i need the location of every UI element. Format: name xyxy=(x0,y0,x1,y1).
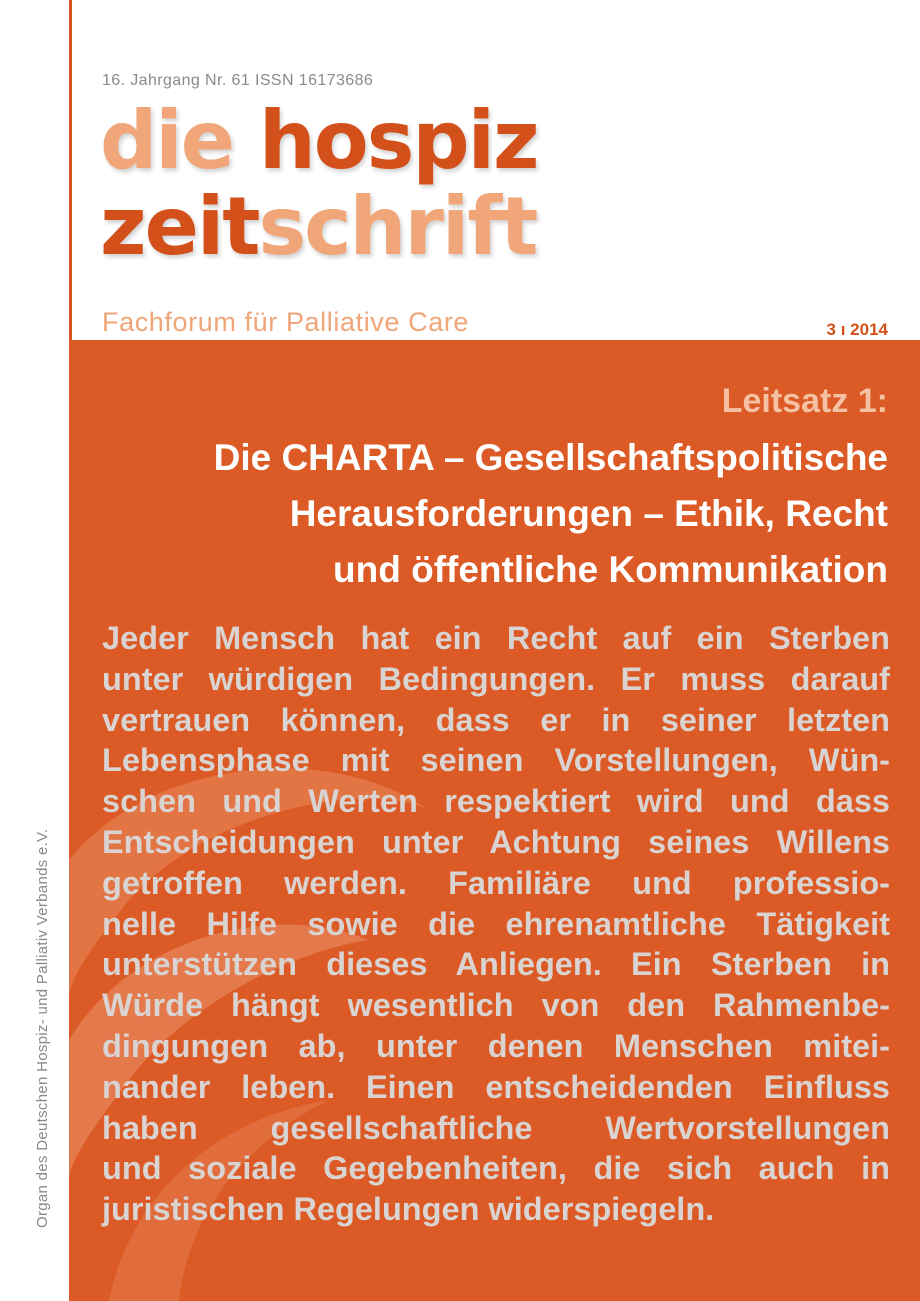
article-kicker: Leitsatz 1: xyxy=(721,382,888,420)
body-line: unter würdigen Bedingungen. Er muss darauf xyxy=(102,660,890,697)
logo-line-2 xyxy=(100,180,538,273)
logo-word-die: die xyxy=(100,94,233,187)
body-line: Würde hängt wesentlich von den Rahmenbe- xyxy=(102,987,890,1024)
body-line: haben gesellschaftliche Wertvorstellungen xyxy=(102,1109,890,1146)
headline-line: und öffentliche Kommunikation xyxy=(333,549,888,590)
issue-number: 3 ı 2014 xyxy=(826,320,888,339)
headline-line: Herausforderungen – Ethik, Recht xyxy=(289,493,888,534)
body-line: Jeder Mensch hat ein Recht auf ein Sterben xyxy=(102,620,890,656)
headline-line: Die CHARTA – Gesellschaftspolitische xyxy=(213,437,888,478)
logo-word-hospiz: hospiz xyxy=(258,94,538,187)
body-line: und soziale Gegebenheiten, die sich auch in xyxy=(102,1150,890,1187)
logo-line-1 xyxy=(100,94,538,187)
body-line: Entscheidungen unter Achtung seines Willens xyxy=(102,823,890,860)
body-line: unterstützen dieses Anliegen. Ein Sterben in xyxy=(102,946,890,983)
body-line: Lebensphase mit seinen Vorstellungen, Wün- xyxy=(102,742,890,779)
body-line: nelle Hilfe sowie die ehrenamtliche Tätigkeit xyxy=(102,905,890,942)
magazine-subtitle: Fachforum für Palliative Care xyxy=(102,307,470,337)
issue-info: 16. Jahrgang Nr. 61 ISSN 16173686 xyxy=(102,72,374,89)
accent-vertical-line xyxy=(69,0,72,340)
body-line: dingungen ab, unter denen Menschen mitei- xyxy=(102,1027,890,1064)
body-line: getroffen werden. Familiäre und professio- xyxy=(102,864,890,901)
article-headline xyxy=(88,430,888,598)
logo-word-schrift: schrift xyxy=(258,180,537,273)
article-body xyxy=(102,618,890,1230)
body-line: juristischen Regelungen widerspiegeln. xyxy=(102,1191,715,1228)
body-line: nander leben. Einen entscheidenden Einfluss xyxy=(102,1068,890,1105)
body-line: vertrauen können, dass er in seiner letzten xyxy=(102,701,890,738)
magazine-logo xyxy=(100,94,538,273)
logo-word-zeit: zeit xyxy=(100,180,259,273)
publisher-side-text: Organ des Deutschen Hospiz- und Palliativ Verbands e.V. xyxy=(34,828,51,1228)
body-line: schen und Werten respektiert wird und dass xyxy=(102,783,890,820)
